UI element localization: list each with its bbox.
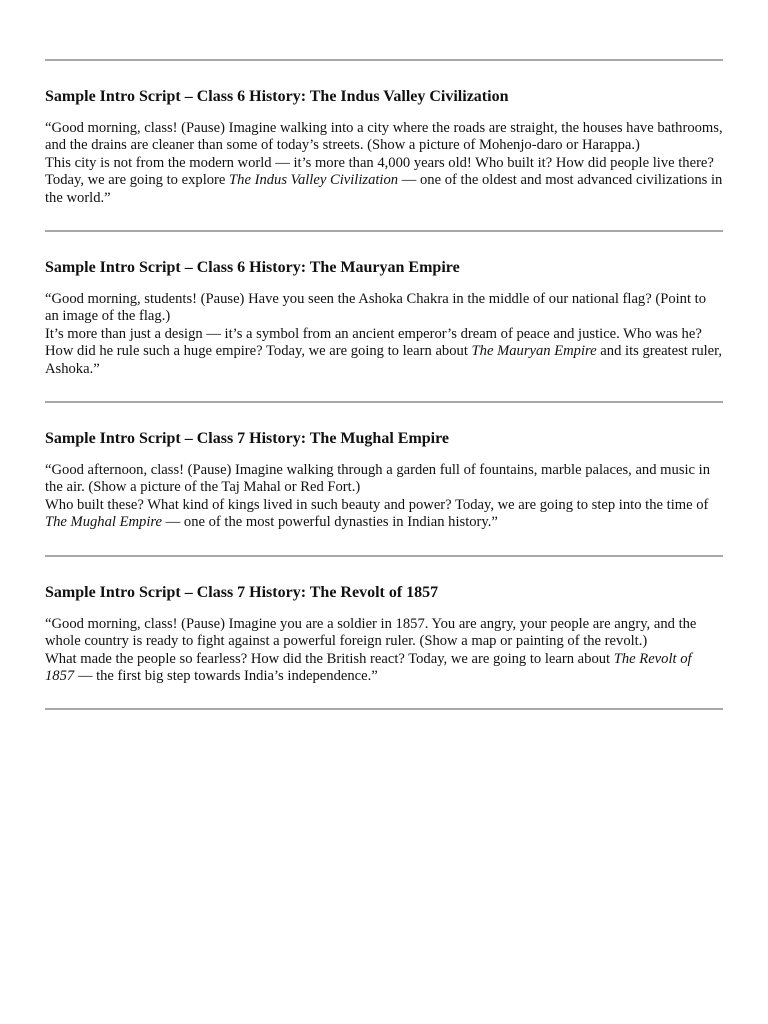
script-line-2-end: — one of the oldest and most advanced civilizations in the world.”: [45, 172, 723, 206]
document-page: [45, 0, 723, 710]
topic-title-italic: The Mughal Empire: [45, 514, 163, 531]
topic-title-italic: The Indus Valley Civilization: [229, 172, 399, 189]
script-line-2: What made the people so fearless? How did the British react? Today, we are going to learn about: [45, 650, 614, 667]
divider: [45, 708, 723, 710]
script-section-mauryan-empire: [45, 232, 723, 401]
script-line-1: “Good morning, students! (Pause) Have you seen the Ashoka Chakra in the middle of our national flag? (Point to an image of the flag.): [45, 291, 707, 325]
script-paragraph: [45, 462, 723, 532]
section-heading: Sample Intro Script – Class 6 History: The Indus Valley Civilization: [45, 88, 509, 105]
section-heading: Sample Intro Script – Class 7 History: The Revolt of 1857: [45, 583, 439, 601]
topic-title-italic: The Revolt of 1857: [45, 650, 692, 684]
script-line-2: Who built these? What kind of kings lived in such beauty and power? Today, we are going to step into the time of: [45, 496, 709, 513]
script-paragraph: [45, 120, 723, 207]
script-line-2-end: and its greatest ruler, Ashoka.”: [45, 343, 723, 377]
script-section-indus-valley: [45, 61, 723, 230]
script-line-1: “Good afternoon, class! (Pause) Imagine walking through a garden full of fountains, marble palaces, and music in the air. (Show a picture of the Taj Mahal or Red Fort.): [45, 462, 711, 496]
script-section-revolt-1857: [45, 557, 723, 709]
script-line-2: This city is not from the modern world — it’s more than 4,000 years old! Who built it? How did people live there? Today, we are going to explore: [45, 154, 714, 189]
script-paragraph: [45, 616, 723, 686]
script-section-mughal-empire: [45, 403, 723, 555]
topic-title-italic: The Mauryan Empire: [471, 343, 597, 360]
script-paragraph: [45, 291, 723, 378]
section-heading: Sample Intro Script – Class 7 History: The Mughal Empire: [45, 430, 450, 448]
script-line-2: It’s more than just a design — it’s a symbol from an ancient emperor’s dream of peace and justice. Who was he? How did he rule such a huge empire? Today, we are going to learn about: [45, 325, 702, 360]
script-line-1: “Good morning, class! (Pause) Imagine you are a soldier in 1857. You are angry, your people are angry, and the whole country is ready to fight against a powerful foreign ruler. (Show a map or painting of the revolt.): [45, 615, 697, 650]
section-heading: Sample Intro Script – Class 6 History: The Mauryan Empire: [45, 259, 460, 277]
script-line-1: “Good morning, class! (Pause) Imagine walking into a city where the roads are straight, the houses have bathrooms, and the drains are cleaner than some of today’s streets. (Show a picture of Mohenjo-daro or Harappa.): [45, 120, 723, 154]
script-line-2-end: — one of the most powerful dynasties in Indian history.”: [162, 514, 498, 531]
script-line-2-end: — the first big step towards India’s independence.”: [74, 667, 378, 684]
